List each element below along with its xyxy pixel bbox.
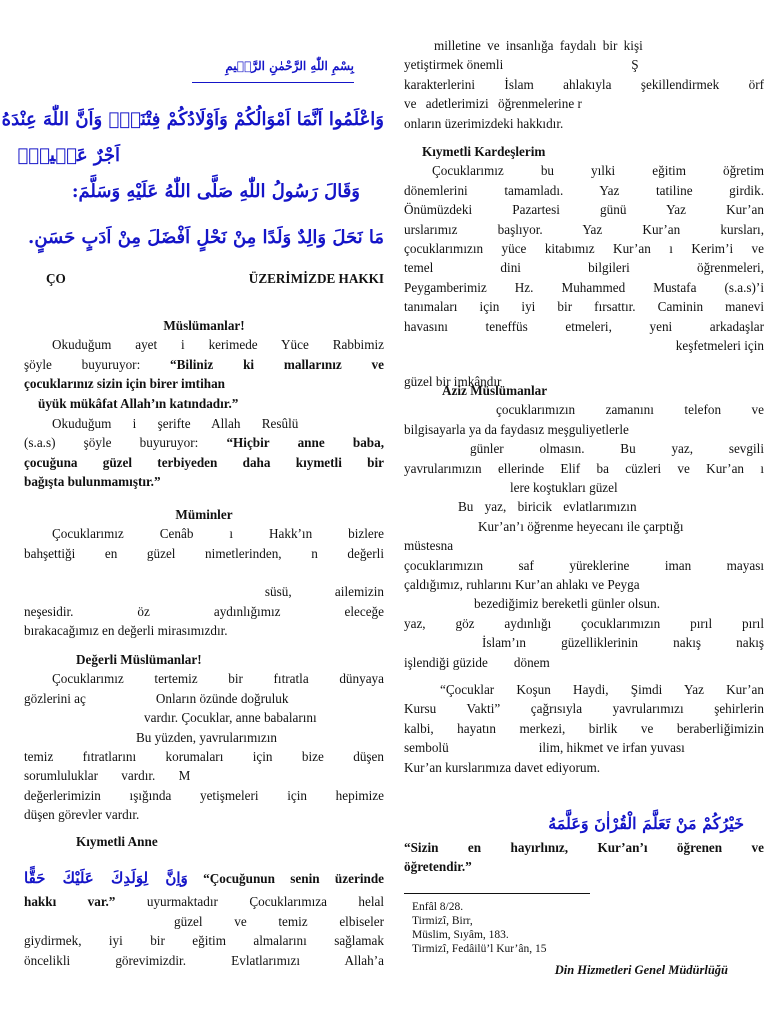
p5-line: öncelikli görevimizdir. Evlatlarımızı Allah’a: [24, 952, 384, 968]
p2-line: bilgisayarla ya da faydasız meşguliyetlerle: [404, 421, 629, 437]
footnote-divider: [404, 893, 590, 894]
p2-text: işlendiği güzide: [404, 654, 488, 670]
footnote-3: Müslim, Sıyâm, 183.: [412, 929, 509, 941]
p3-line: Kur’an kurslarımıza davet ediyorum.: [404, 759, 601, 775]
p5-line: [24, 892, 384, 911]
p0-line: milletine ve insanlığa faydalı bir kişi: [434, 38, 643, 53]
p2-line: yavrularımızın ellerinde Elif ba cüzleri ve Kur’an ı: [404, 460, 764, 476]
p0-text: ve adetlerimizi öğrenmelerine: [404, 96, 575, 112]
section-degerli: [24, 650, 384, 825]
heading-mominler: Müminler: [175, 507, 233, 522]
p2-line: yaz, göz aydınlığı çocuklarımızın pırıl pırıl: [404, 615, 764, 631]
p2-text: (s.a.s) şöyle buyuruyor:: [24, 435, 199, 451]
p2-quote-line: bağışta bulunmamıştır.”: [24, 474, 161, 490]
p1-line: [24, 355, 384, 374]
p0-line: [404, 55, 764, 74]
p1-line: havasını teneffüs etmeleri, yeni arkadaşlar: [404, 318, 764, 334]
heading-anne: Kıymetli Anne: [76, 834, 158, 849]
p3-text: sembolü: [404, 740, 449, 756]
p2-line: çocuklarımızın zamanını telefon ve: [496, 402, 764, 418]
p4-line: Bu yüzden, yavrularımızın: [136, 729, 277, 745]
p2-line: müstesna: [404, 538, 454, 554]
p4-line: değerlerimizin ışığında yetişmeleri için hepimize: [24, 787, 384, 803]
verse-arabic-line1: وَاعْلَمُوا اَنَّمَا اَمْوَالُكُمْ وَاَوْلَادُكُمْ فِتْنَةٌۙ وَاَنَّ اللّٰهَ عِنْدَهُ: [1, 109, 384, 130]
p0-text: yetiştirmek önemli: [404, 57, 504, 73]
inline-arabic-hadith: وَاِنَّ لِوَلَدِكَ عَلَيْكَ حَقًّا: [24, 869, 188, 888]
p1-line: dönemlerini tamamladı. Yaz tatiline girdik.: [404, 182, 764, 198]
p2-quote-line: çocuğuna güzel terbiyeden daha kıymetli bir: [24, 454, 384, 470]
p1-line: temel dini bilgileri öğrenmeleri,: [404, 260, 764, 276]
p2-line: çocuklarımızın saf yüreklerine iman mayası: [404, 557, 764, 573]
footnote-1: Enfâl 8/28.: [412, 901, 464, 913]
p3-line: [404, 738, 764, 757]
p2-line: günler olmasın. Bu yaz, sevgili: [470, 441, 764, 457]
p1-quote-line: çocuklarınız sizin için birer imtihan: [24, 376, 225, 392]
p3-line: bahşettiği en güzel nimetlerinden, n değerli: [24, 545, 384, 561]
p5-text: uyurmaktadır Çocuklarımıza helal: [146, 894, 384, 910]
p0-text: r: [577, 96, 582, 112]
p3-line: neşesidir. öz aydınlığımız eleceğe: [24, 603, 384, 619]
p0-line: onların üzerimizdeki hakkıdır.: [404, 115, 564, 131]
p2-line: Bu yaz, biricik evlatlarımızın: [458, 499, 637, 515]
p5-line: [24, 865, 384, 892]
section-davet: [404, 680, 764, 777]
p1-line: keşfetmeleri için: [675, 338, 764, 354]
p5-quote: hakkı var.”: [24, 894, 116, 910]
p5-quote: “Çocuğunun senin üzerinde: [203, 871, 385, 887]
p0-text: Ş: [631, 57, 639, 73]
section-mominler: [24, 505, 384, 640]
hadith-arabic-line2: مَا نَحَلَ وَالِدٌ وَلَدًا مِنْ نَحْلٍ اَفْضَلَ مِنْ اَدَبٍ حَسَنٍ.: [28, 227, 384, 248]
basmala: بِسْمِ اللّٰهِ الرَّحْمٰنِ الرَّح۪يمِ: [192, 56, 354, 83]
quote-line: öğretendir.”: [404, 859, 472, 875]
p5-line: giydirmek, iyi bir eğitim almalarını sağlamak: [24, 933, 384, 949]
section-kiymetli-anne: [24, 832, 384, 970]
p2-line: bezediğimiz bereketli günler olsun.: [474, 596, 661, 612]
p1-line: urslarımız başlıyor. Yaz Kur’an kursları,: [404, 221, 764, 237]
heading-aziz: Aziz Müslümanlar: [442, 383, 548, 398]
p1-text: şöyle buyuruyor:: [24, 356, 141, 372]
p1-line: güzel bir imkândır: [404, 374, 502, 390]
p2-line: [24, 433, 384, 452]
p1-line: çocuklarımızın yüce kitabımız Kur’an ı Kerim’i ve: [404, 241, 764, 257]
p3-line: bırakacağımız en değerli mirasımızdır.: [24, 623, 228, 639]
quote-line: “Sizin en hayırlınız, Kur’an’ı öğrenen ve: [404, 840, 764, 855]
section-hadith: [24, 414, 384, 492]
p4-line: [24, 689, 384, 708]
closing-quote: [404, 838, 764, 877]
footnote-2: Tirmizî, Birr,: [412, 915, 473, 927]
p2-quote: “Hiçbir anne baba,: [226, 435, 385, 451]
p1-line: Çocuklarımız bu yılki eğitim öğretim: [432, 163, 764, 179]
heading-muslumanlar: Müslümanlar!: [163, 318, 245, 333]
p2-line: İslam’ın güzelliklerinin nakış nakış: [482, 635, 764, 651]
closing-hadith-arabic: خَيْرُكُمْ مَنْ تَعَلَّمَ الْقُرْاٰنَ وَعَلَّمَهُ: [548, 814, 744, 833]
p1-line: tanımaları için iyi bir fırsattır. Caminin manevi: [404, 299, 764, 315]
p4-text: Onların özünde doğruluk: [155, 690, 289, 706]
p0-line: karakterlerini İslam ahlakıyla şekillendirmek örf: [404, 76, 764, 92]
p3-text: ilim, hikmet ve irfan yuvası: [538, 740, 685, 756]
p2-line: [404, 653, 764, 672]
p4-line: sorumluluklar vardır. M: [24, 768, 191, 784]
p2-line: Okuduğum i şerifte Allah Resûlü: [52, 416, 299, 431]
heading-degerli: Değerli Müslümanlar!: [76, 652, 202, 667]
p1-line: Önümüzdeki Pazartesi günü Yaz Kur’an: [404, 202, 764, 218]
p2-line: çaldığımız, ruhlarını Kur’an ahlakı ve Peyga: [404, 577, 640, 593]
p2-line: lere koştukları güzel: [510, 480, 618, 496]
p3-line: kalbi, hayatın merkezi, birlik ve beraberliğimizin: [404, 720, 764, 736]
p1-line: Peygamberimiz Hz. Muhammed Mustafa (s.a.s)’i: [404, 279, 764, 295]
p5-line: güzel ve temiz elbiseler: [174, 913, 384, 929]
p1-quote: “Biliniz ki mallarınız ve: [170, 356, 384, 372]
heading-kardeslerim: Kıymetli Kardeşlerim: [422, 144, 546, 159]
section-kardeslerim: [404, 142, 764, 392]
p2-line: Kur’an’ı öğrenme heyecanı ile çarptığı: [478, 518, 684, 534]
section-muslumanlar: [24, 316, 384, 413]
p4-line: temiz fıtratlarını korumaları için bize düşen: [24, 749, 384, 765]
p3-line: süsü, ailemizin: [264, 584, 384, 600]
footnote-4: Tirmizî, Fedâilü’l Kur’ân, 15: [412, 943, 547, 955]
hadith-arabic-line1: وَقَالَ رَسُولُ اللّٰهِ صَلَّى اللّٰهُ عَلَيْهِ وَسَلَّمَ:: [71, 181, 360, 202]
title-left: ÇO: [46, 271, 66, 286]
p3-line: “Çocuklar Koşun Haydi, Şimdi Yaz Kur’an: [440, 682, 764, 697]
p1-line: Okuduğum ayet i kerimede Yüce Rabbimiz: [52, 337, 384, 353]
p1-quote-line: üyük mükâfat Allah’ın katındadır.”: [38, 395, 239, 411]
title-right: ÜZERİMİZDE HAKKI: [248, 271, 384, 286]
p4-line: vardır. Çocuklar, anne babalarını: [144, 710, 317, 726]
p0-line: [404, 94, 764, 113]
signature: Din Hizmetleri Genel Müdürlüğü: [554, 963, 728, 977]
section-intro: [404, 36, 764, 133]
section-aziz: [404, 381, 764, 672]
p4-text: gözlerini aç: [24, 690, 86, 706]
p2-text: dönem: [513, 654, 550, 670]
verse-arabic-line2: اَجْرٌ عَظ۪يمٌ۟: [17, 145, 120, 166]
p4-line: Çocuklarımız tertemiz bir fıtratla dünyaya: [52, 671, 384, 687]
p3-line: Kursu Vakti” çağrısıyla yavrularımızı şehirlerin: [404, 701, 764, 717]
p3-line: Çocuklarımız Cenâb ı Hakk’ın bizlere: [52, 526, 384, 542]
p4-line: düşen görevler vardır.: [24, 807, 140, 823]
